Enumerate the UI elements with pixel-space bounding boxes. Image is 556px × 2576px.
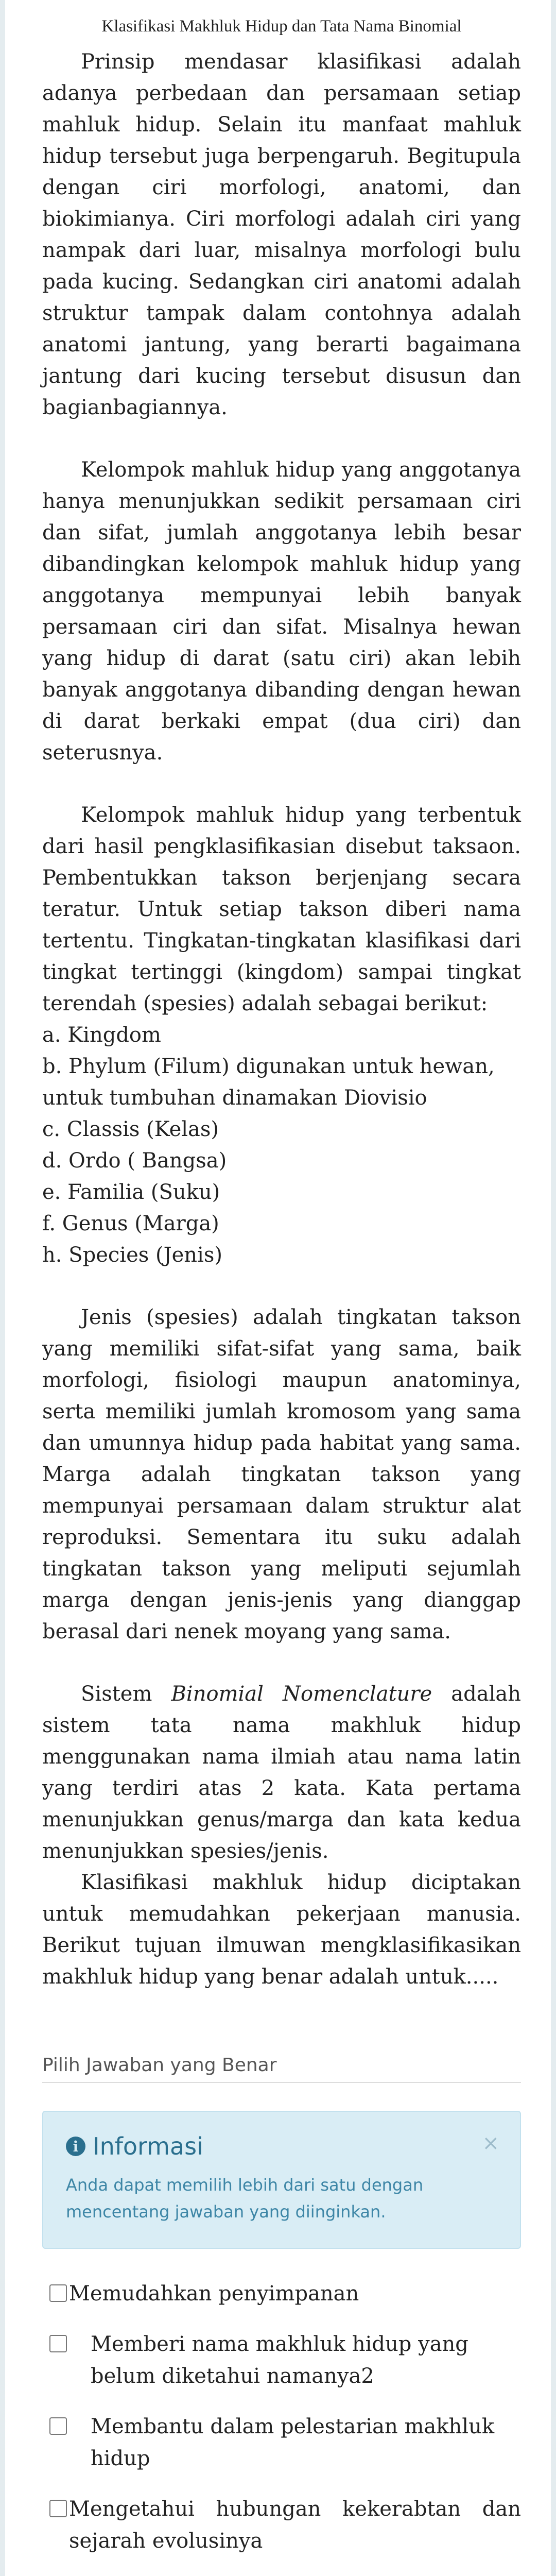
info-alert [42, 2111, 521, 2249]
binomial-term: Binomial Nomenclature [171, 1682, 432, 1706]
checkbox[interactable] [49, 2417, 67, 2435]
paragraph-5-rest: adalah sistem tata nama makhluk hidup menggunakan nama ilmiah atau nama latin yang terdiri atas 2 kata. Kata pertama menunjukkan genus/marga dan kata kedua menunjukkan spesies/jenis. [42, 1682, 521, 1863]
taxon-list [42, 1020, 521, 1271]
answer-option[interactable] [42, 2493, 521, 2557]
option-label: Memudahkan penyimpanan [69, 2282, 359, 2306]
option-label: Memberi nama makhluk hidup yang belum diketahui namanya2 [91, 2332, 468, 2388]
answer-option[interactable] [42, 2278, 521, 2310]
taxon-item: d. Ordo ( Bangsa) [42, 1149, 227, 1173]
right-border [551, 0, 556, 2576]
option-label: Membantu dalam pelestarian makhluk hidup [91, 2415, 495, 2470]
checkbox[interactable] [49, 2335, 67, 2352]
taxon-item: h. Species (Jenis) [42, 1243, 222, 1267]
taxon-item: f. Genus (Marga) [42, 1212, 219, 1235]
option-label: Mengetahui hubungan kekerabtan dan sejarah evolusinya [69, 2497, 521, 2553]
info-circle-icon: i [66, 2137, 85, 2156]
paragraph-2: Kelompok mahluk hidup yang anggotanya hanya menunjukkan sedikit persamaan ciri dan sifat, jumlah anggotanya lebih besar dibandingkan kelompok mahluk hidup yang anggotanya mempunyai lebih banyak persamaan ciri dan sifat. Misalnya hewan yang hidup di darat (satu ciri) akan lebih banyak anggotanya dibanding dengan hewan di darat berkaki empat (dua ciri) dan seterusnya. [42, 458, 521, 765]
info-title: Informasi [93, 2132, 203, 2160]
taxon-item: a. Kingdom [42, 1023, 161, 1047]
taxon-item: b. Phylum (Filum) digunakan untuk hewan, untuk tumbuhan dinamakan Diovisio [42, 1055, 495, 1110]
question-prompt: Klasifikasi makhluk hidup diciptakan untuk memudahkan pekerjaan manusia. Berikut tujuan ilmuwan mengklasifikasikan makhluk hidup yang benar adalah untuk..... [42, 1871, 521, 1989]
paragraph-3: Kelompok mahluk hidup yang terbentuk dari hasil pengklasifikasian disebut taksaon. Pembentukkan takson berjenjang secara teratur. Untuk setiap takson diberi nama tertentu. Tingkatan-tingkatan klasifikasi dari tingkat tertinggi (kingdom) sampai tingkat terendah (spesies) adalah sebagai berikut: [42, 803, 521, 1015]
answer-options [42, 2278, 521, 2576]
answer-option[interactable] [42, 2328, 521, 2392]
answer-option[interactable] [42, 2411, 521, 2475]
answer-section-title: Pilih Jawaban yang Benar [42, 2055, 521, 2083]
paragraph-1: Prinsip mendasar klasifikasi adalah adanya perbedaan dan persamaan setiap mahluk hidup. Selain itu manfaat mahluk hidup tersebut juga berpengaruh. Begitupula dengan ciri morfologi, anatomi, dan biokimianya. Ciri morfologi adalah ciri yang nampak dari luar, misalnya morfologi bulu pada kucing. Sedangkan ciri anatomi adalah struktur tampak dalam contohnya adalah anatomi jantung, yang berarti bagaimana jantung dari kucing tersebut disusun dan bagianbagiannya. [42, 50, 521, 419]
info-text: Anda dapat memilih lebih dari satu dengan mencentang jawaban yang diinginkan. [66, 2175, 424, 2222]
paragraph-4: Jenis (spesies) adalah tingkatan takson yang memiliki sifat-sifat yang sama, baik morfologi, fisiologi maupun anatominya, serta memiliki jumlah kromosom yang sama dan umunnya hidup pada habitat yang sama. Marga adalah tingkatan takson yang mempunyai persamaan dalam struktur alat reproduksi. Sementara itu suku adalah tingkatan takson yang meliputi sejumlah marga dengan jenis-jenis yang dianggap berasal dari nenek moyang yang sama. [42, 1306, 521, 1643]
paragraph-5-lead: Sistem [81, 1682, 152, 1706]
paragraph-5 [42, 1679, 521, 1867]
checkbox[interactable] [49, 2284, 67, 2302]
taxon-item: c. Classis (Kelas) [42, 1117, 219, 1141]
checkbox[interactable] [49, 2500, 67, 2517]
left-border [0, 0, 5, 2576]
question-content [42, 0, 521, 2576]
page-title: Klasifikasi Makhluk Hidup dan Tata Nama Binomial [101, 17, 462, 36]
info-header [66, 2132, 497, 2160]
close-icon[interactable]: × [482, 2131, 499, 2155]
taxon-item: e. Familia (Suku) [42, 1180, 220, 1204]
